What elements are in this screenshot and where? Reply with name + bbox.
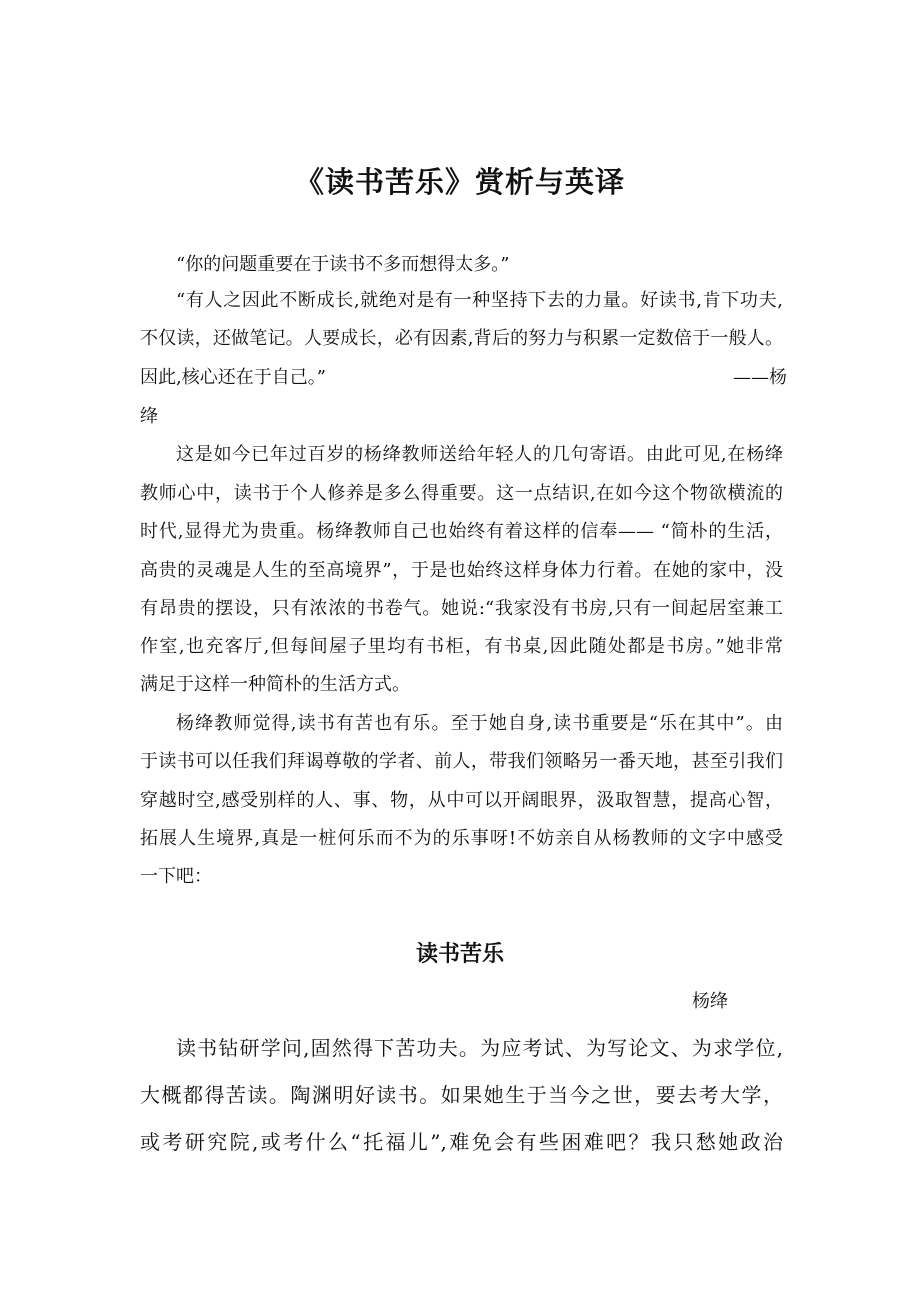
paragraph-line: 于读书可以任我们拜谒尊敬的学者、前人，带我们领略另一番天地，甚至引我们 (140, 751, 783, 772)
paragraph-line: 时代,显得尤为贵重。杨绛教师自己也始终有着这样的信奉—— “简朴的生活， (140, 521, 783, 542)
paragraph-line: 拓展人生境界,真是一桩何乐而不为的乐事呀!不妨亲自从杨教师的文字中感受 (140, 828, 783, 849)
paragraph-line: 有昂贵的摆设，只有浓浓的书卷气。她说:“我家没有书房,只有一间起居室兼工 (140, 598, 783, 619)
paragraph-line: 教师心中，读书于个人修养是多么得重要。这一点结识,在如今这个物欲横流的 (140, 483, 783, 504)
paragraph-line: 作室,也充客厅,但每间屋子里均有书柜，有书桌,因此随处都是书房。”她非常 (140, 636, 783, 657)
paragraph-line: 这是如今已年过百岁的杨绛教师送给年轻人的几句寄语。由此可见,在杨绛 (176, 444, 783, 465)
quote-first: “你的问题重要在于读书不多而想得太多。” (176, 254, 510, 275)
quote-line: 不仅读，还做笔记。人要成长，必有因素,背后的努力与积累一定数倍于一般人。 (140, 328, 783, 349)
quote-line: 绛 (140, 406, 158, 427)
paragraph-line: 穿越时空,感受别样的人、事、物，从中可以开阔眼界，汲取智慧，提高心智， (140, 790, 783, 811)
quote-line: 因此,核心还在于自己。” (140, 367, 326, 388)
paragraph-line: 一下吧： (140, 866, 212, 887)
paragraph-line: 满足于这样一种简朴的生活方式。 (140, 674, 410, 695)
page-title: 《读书苦乐》赏析与英译 (294, 165, 625, 199)
essay-line: 或考研究院,或考什么“托福儿”,难免会有些困难吧？我只愁她政治 (140, 1130, 783, 1154)
quote-line: “有人之因此不断成长,就绝对是有一种坚持下去的力量。好读书,肯下功夫, (176, 290, 783, 311)
paragraph-line: 杨绛教师觉得,读书有苦也有乐。至于她自身,读书重要是“乐在其中”。由 (176, 713, 783, 734)
essay-author: 杨绛 (692, 991, 728, 1012)
essay-title: 读书苦乐 (415, 941, 504, 967)
paragraph-line: 高贵的灵魂是人生的至高境界”，于是也始终这样身体力行着。在她的家中，没 (140, 560, 783, 581)
attribution-dash: ——杨 (733, 367, 787, 388)
essay-line: 读书钻研学问,固然得下苦功夫。为应考试、为写论文、为求学位, (176, 1036, 783, 1060)
essay-line: 大概都得苦读。陶渊明好读书。如果她生于当今之世，要去考大学， (140, 1083, 783, 1107)
